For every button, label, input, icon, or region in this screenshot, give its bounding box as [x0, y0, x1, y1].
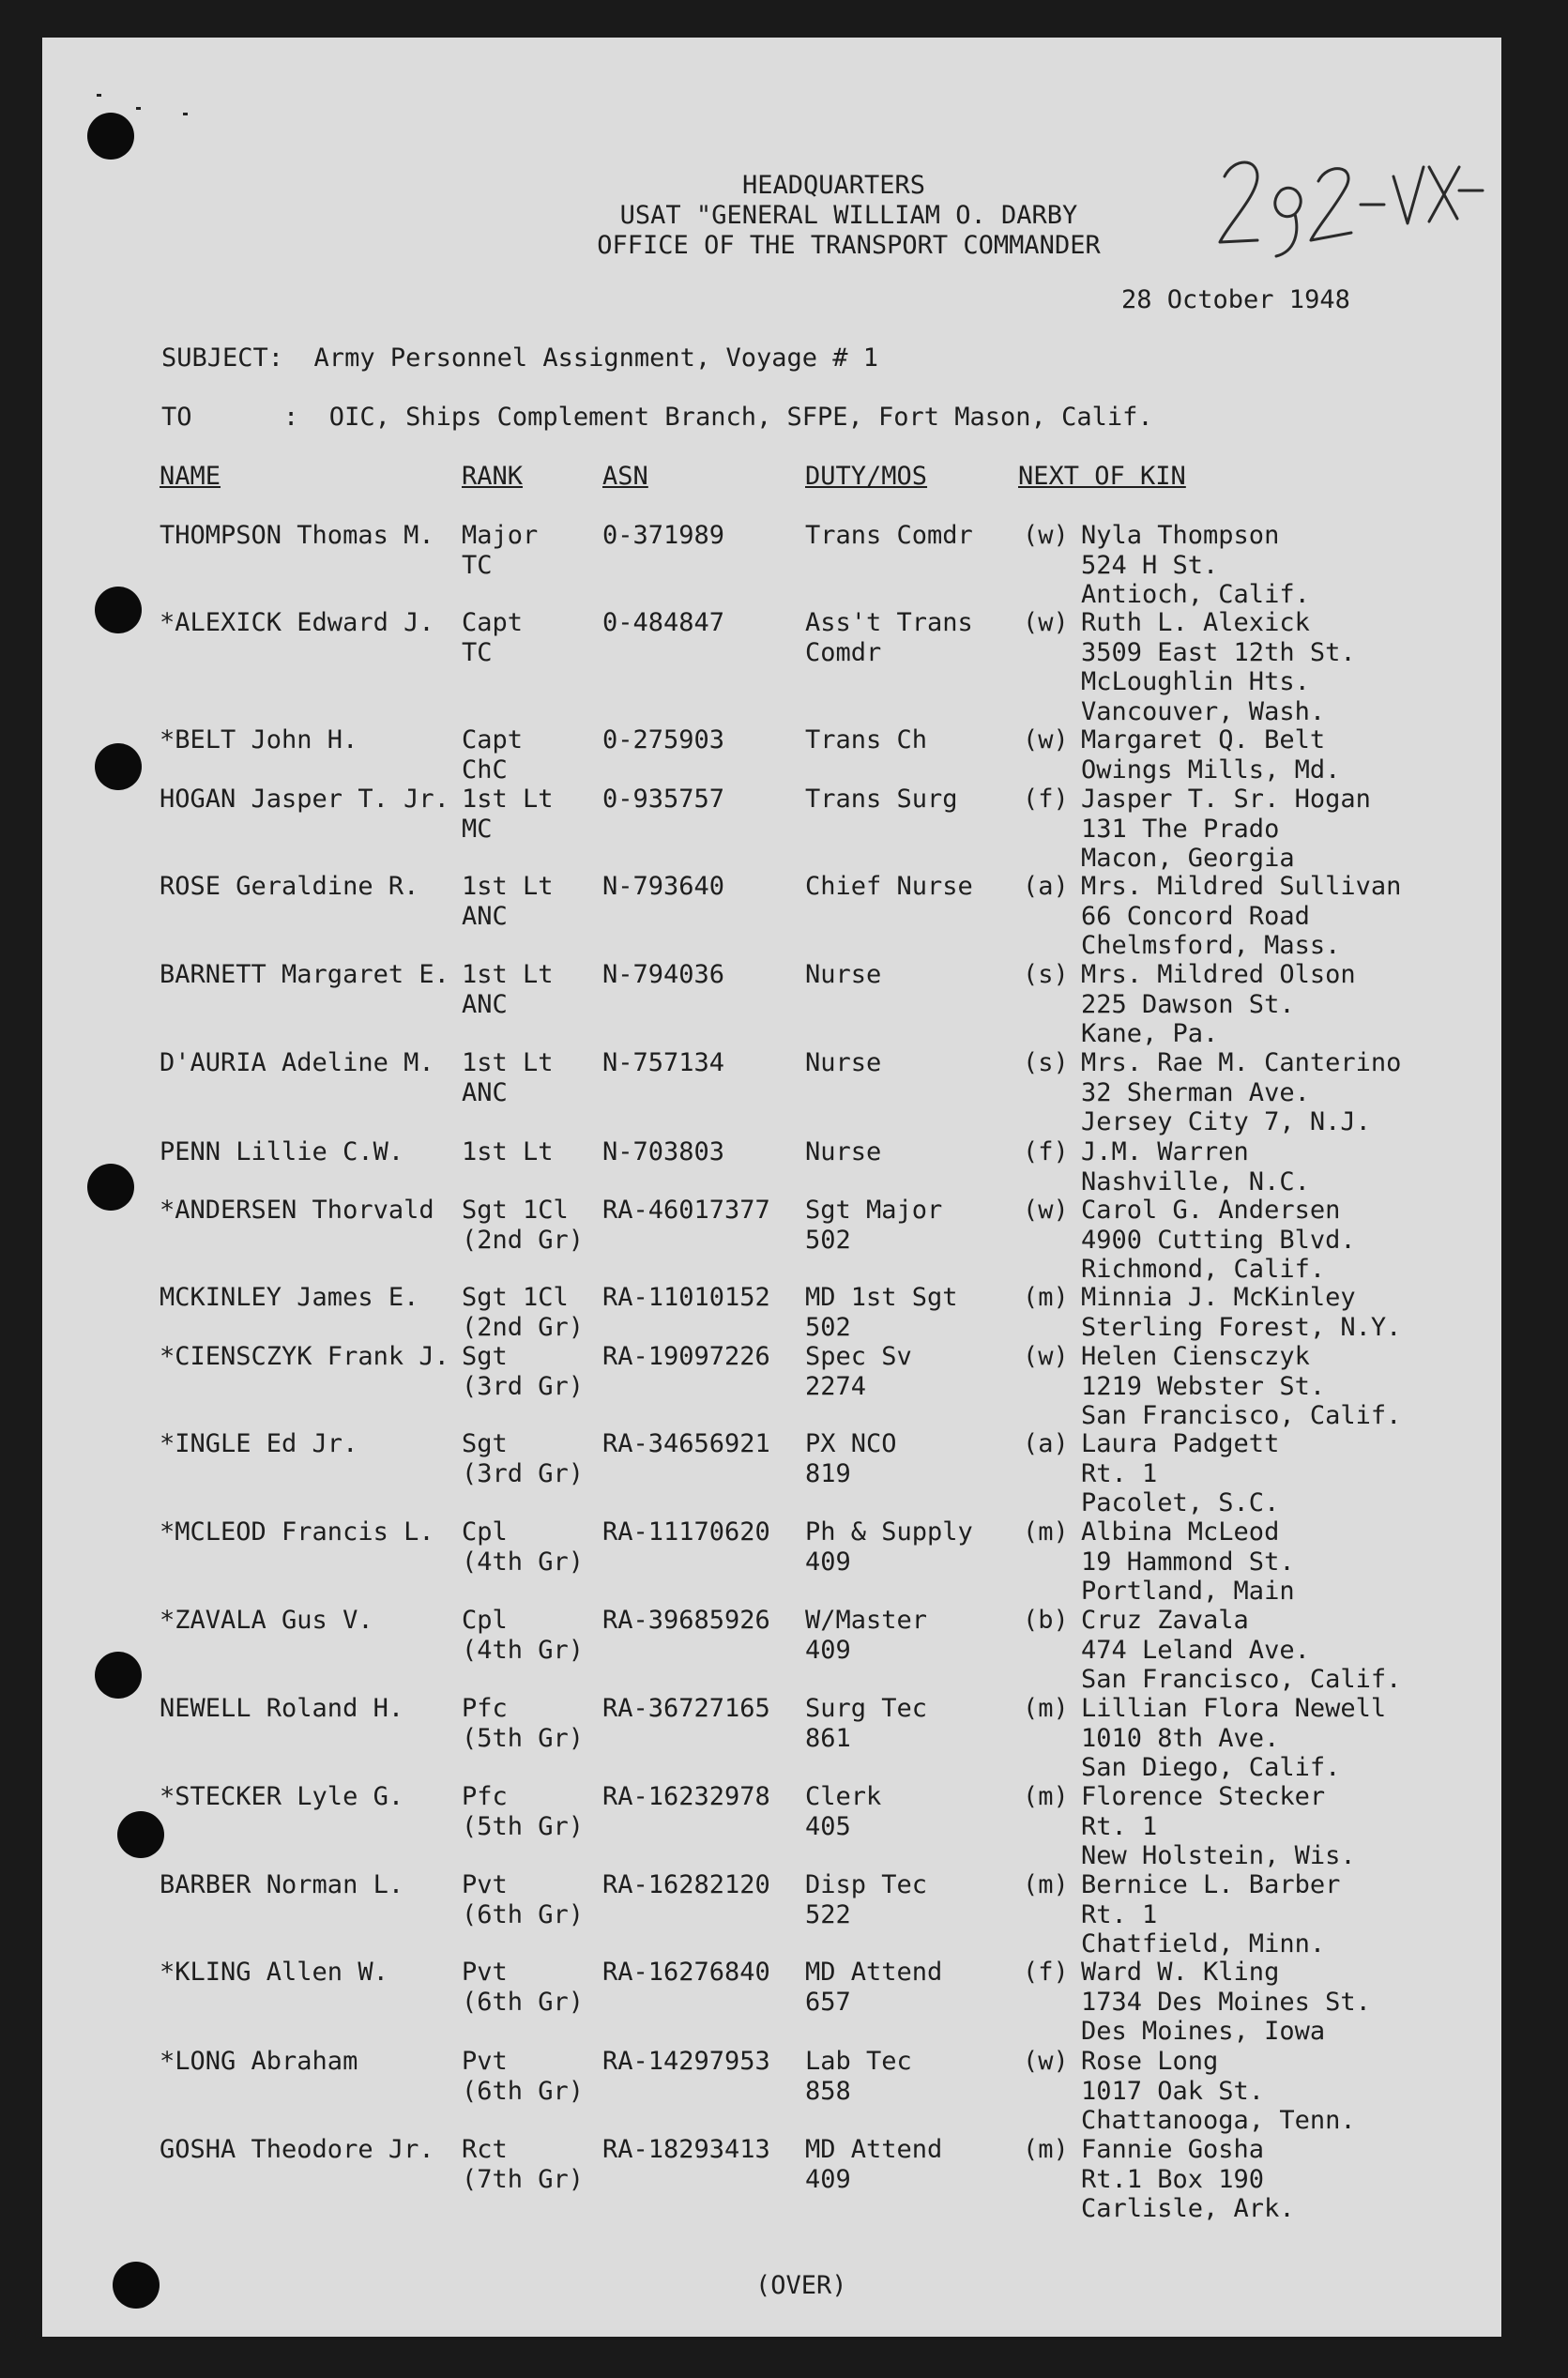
kin-line: Carol G. Andersen [1081, 1196, 1341, 1225]
duty-line: Trans Comdr [805, 521, 973, 550]
personnel-rank [462, 1694, 584, 1753]
kin-relation: (m) [1023, 1782, 1069, 1811]
kin-line: 1734 Des Moines St. [1081, 1987, 1371, 2017]
next-of-kin [1081, 872, 1401, 961]
personnel-asn: RA-11170620 [602, 1517, 770, 1547]
personnel-rank [462, 960, 554, 1019]
speck [97, 94, 101, 97]
next-of-kin [1081, 521, 1310, 610]
duty-line: 657 [805, 1987, 851, 2017]
personnel-asn: N-794036 [602, 960, 725, 989]
personnel-duty [805, 521, 973, 551]
next-of-kin [1081, 1048, 1401, 1137]
next-of-kin [1081, 1870, 1340, 1959]
duty-line: Lab Tec [805, 2047, 912, 2076]
kin-relation: (w) [1023, 725, 1069, 755]
duty-line: W/Master [805, 1606, 928, 1635]
kin-relation: (a) [1023, 872, 1069, 901]
kin-line: Lillian Flora Newell [1081, 1694, 1387, 1723]
rank-line: ANC [462, 989, 508, 1019]
personnel-rank [462, 1517, 584, 1577]
next-of-kin [1081, 1958, 1371, 2047]
personnel-asn: RA-16232978 [602, 1782, 770, 1811]
personnel-asn: 0-371989 [602, 521, 725, 550]
personnel-name: PENN Lillie C.W. [160, 1137, 404, 1166]
rank-line: Cpl [462, 1517, 508, 1547]
to-line: TO : OIC, Ships Complement Branch, SFPE, Fort Mason, Calif. [161, 403, 1153, 432]
next-of-kin [1081, 1694, 1386, 1783]
rank-line: (7th Gr) [462, 2164, 585, 2194]
duty-line: Nurse [805, 1137, 882, 1166]
kin-line: 474 Leland Ave. [1081, 1635, 1310, 1665]
duty-line: MD 1st Sgt [805, 1283, 958, 1312]
rank-line: Pfc [462, 1694, 508, 1723]
duty-line: Trans Surg [805, 785, 958, 814]
kin-line: Ward W. Kling [1081, 1958, 1280, 1987]
handwritten-note [1206, 139, 1487, 270]
kin-line: J.M. Warren [1081, 1137, 1249, 1166]
personnel-rank [462, 608, 523, 667]
next-of-kin [1081, 2135, 1295, 2224]
rank-line: (4th Gr) [462, 1635, 585, 1665]
personnel-duty [805, 1137, 881, 1167]
rank-line: ANC [462, 1077, 508, 1107]
kin-line: Rt.1 Box 190 [1081, 2164, 1265, 2194]
duty-line: Trans Ch [805, 725, 928, 755]
duty-line: Disp Tec [805, 1870, 928, 1899]
kin-line: Rt. 1 [1081, 1811, 1158, 1841]
rank-line: TC [462, 637, 493, 667]
personnel-duty [805, 960, 881, 990]
letterhead-line: HEADQUARTERS [741, 171, 926, 200]
kin-line: Rt. 1 [1081, 1458, 1158, 1488]
personnel-name: THOMPSON Thomas M. [160, 521, 434, 550]
personnel-name: GOSHA Theodore Jr. [160, 2135, 434, 2164]
rank-line: Cpl [462, 1606, 508, 1635]
rank-line: Capt [462, 608, 524, 637]
kin-relation: (f) [1023, 785, 1069, 814]
rank-line: Pfc [462, 1782, 508, 1811]
personnel-name: BARBER Norman L. [160, 1870, 404, 1899]
kin-line: Mrs. Mildred Sullivan [1081, 872, 1402, 901]
kin-relation: (w) [1023, 1342, 1069, 1371]
next-of-kin [1081, 1782, 1356, 1871]
duty-line: 861 [805, 1723, 851, 1753]
speck [136, 107, 141, 110]
punch-hole [87, 1164, 134, 1211]
punch-hole [113, 2262, 160, 2309]
kin-line: San Francisco, Calif. [1081, 1665, 1402, 1694]
personnel-duty [805, 872, 973, 902]
rank-line: ChC [462, 755, 508, 785]
subject-line: SUBJECT: Army Personnel Assignment, Voyage # 1 [161, 343, 879, 373]
personnel-name: *MCLEOD Francis L. [160, 1517, 434, 1547]
duty-line: 502 [805, 1312, 851, 1342]
kin-line: Chelmsford, Mass. [1081, 931, 1341, 960]
duty-line: Surg Tec [805, 1694, 928, 1723]
personnel-rank [462, 1283, 584, 1342]
kin-line: Jersey City 7, N.J. [1081, 1107, 1371, 1136]
personnel-duty [805, 1782, 881, 1841]
kin-line: Sterling Forest, N.Y. [1081, 1312, 1402, 1342]
kin-line: Ruth L. Alexick [1081, 608, 1310, 637]
next-of-kin [1081, 725, 1340, 785]
personnel-name: *INGLE Ed Jr. [160, 1429, 358, 1458]
personnel-name: *BELT John H. [160, 725, 358, 755]
rank-line: ANC [462, 901, 508, 931]
kin-line: Mrs. Rae M. Canterino [1081, 1048, 1402, 1077]
personnel-rank [462, 1870, 584, 1929]
duty-line: 858 [805, 2076, 851, 2106]
kin-line: Antioch, Calif. [1081, 580, 1310, 609]
kin-line: Chatfield, Minn. [1081, 1929, 1326, 1959]
kin-relation: (f) [1023, 1137, 1069, 1166]
next-of-kin [1081, 960, 1356, 1049]
rank-line: (6th Gr) [462, 1987, 585, 2017]
rank-line: 1st Lt [462, 1137, 554, 1166]
kin-line: Richmond, Calif. [1081, 1255, 1326, 1284]
kin-line: 3509 East 12th St. [1081, 637, 1356, 667]
duty-line: Clerk [805, 1782, 882, 1811]
personnel-asn: N-703803 [602, 1137, 725, 1166]
kin-line: Carlisle, Ark. [1081, 2194, 1295, 2223]
personnel-rank [462, 1782, 584, 1841]
rank-line: MC [462, 814, 493, 844]
personnel-name: NEWELL Roland H. [160, 1694, 404, 1723]
next-of-kin [1081, 785, 1371, 874]
kin-relation: (w) [1023, 2047, 1069, 2076]
personnel-duty [805, 1958, 942, 2017]
kin-line: Rose Long [1081, 2047, 1219, 2076]
rank-line: Sgt [462, 1342, 508, 1371]
personnel-name: D'AURIA Adeline M. [160, 1048, 434, 1077]
kin-line: Minnia J. McKinley [1081, 1283, 1356, 1312]
kin-line: Laura Padgett [1081, 1429, 1280, 1458]
rank-line: Pvt [462, 1870, 508, 1899]
duty-line: 409 [805, 1635, 851, 1665]
kin-line: Pacolet, S.C. [1081, 1488, 1280, 1517]
personnel-name: *ALEXICK Edward J. [160, 608, 434, 637]
duty-line: PX NCO [805, 1429, 897, 1458]
kin-line: 1219 Webster St. [1081, 1371, 1326, 1401]
personnel-asn: 0-275903 [602, 725, 725, 755]
personnel-duty [805, 785, 958, 815]
kin-line: Florence Stecker [1081, 1782, 1326, 1811]
kin-relation: (w) [1023, 521, 1069, 550]
personnel-duty [805, 1048, 881, 1078]
kin-line: Nyla Thompson [1081, 521, 1280, 550]
personnel-duty [805, 2135, 942, 2194]
kin-line: Mrs. Mildred Olson [1081, 960, 1356, 989]
kin-relation: (a) [1023, 1429, 1069, 1458]
personnel-name: *ZAVALA Gus V. [160, 1606, 373, 1635]
rank-line: (5th Gr) [462, 1723, 585, 1753]
duty-line: 2274 [805, 1371, 867, 1401]
footer-over: (OVER) [755, 2271, 847, 2300]
rank-line: 1st Lt [462, 785, 554, 814]
personnel-rank [462, 1137, 554, 1167]
personnel-asn: 0-935757 [602, 785, 725, 814]
personnel-name: *CIENSCZYK Frank J. [160, 1342, 449, 1371]
kin-relation: (w) [1023, 608, 1069, 637]
personnel-asn: RA-16282120 [602, 1870, 770, 1899]
personnel-rank [462, 521, 538, 580]
personnel-rank [462, 1958, 584, 2017]
kin-line: Bernice L. Barber [1081, 1870, 1341, 1899]
personnel-duty [805, 1342, 912, 1401]
rank-line: (2nd Gr) [462, 1225, 585, 1255]
rank-line: (6th Gr) [462, 2076, 585, 2106]
personnel-rank [462, 1196, 584, 1255]
column-header-name: NAME [160, 462, 221, 491]
rank-line: Rct [462, 2135, 508, 2164]
kin-relation: (m) [1023, 1517, 1069, 1547]
kin-line: Owings Mills, Md. [1081, 755, 1341, 785]
kin-relation: (s) [1023, 960, 1069, 989]
punch-hole [95, 1652, 142, 1699]
personnel-rank [462, 2135, 584, 2194]
personnel-duty [805, 1694, 927, 1753]
personnel-asn: RA-18293413 [602, 2135, 770, 2164]
personnel-rank [462, 1048, 554, 1107]
personnel-duty [805, 608, 973, 667]
kin-relation: (f) [1023, 1958, 1069, 1987]
personnel-asn: RA-39685926 [602, 1606, 770, 1635]
kin-relation: (m) [1023, 1870, 1069, 1899]
personnel-name: *LONG Abraham [160, 2047, 358, 2076]
column-header-duty: DUTY/MOS [805, 462, 928, 491]
personnel-asn: RA-16276840 [602, 1958, 770, 1987]
kin-line: Helen Ciensczyk [1081, 1342, 1310, 1371]
next-of-kin [1081, 1196, 1356, 1285]
duty-line: 819 [805, 1458, 851, 1488]
personnel-duty [805, 1196, 942, 1255]
rank-line: Sgt 1Cl [462, 1196, 569, 1225]
rank-line: Pvt [462, 2047, 508, 2076]
personnel-asn: RA-19097226 [602, 1342, 770, 1371]
duty-line: 522 [805, 1899, 851, 1929]
duty-line: MD Attend [805, 2135, 943, 2164]
personnel-name: *KLING Allen W. [160, 1958, 388, 1987]
duty-line: Nurse [805, 1048, 882, 1077]
kin-line: 19 Hammond St. [1081, 1547, 1295, 1577]
kin-relation: (s) [1023, 1048, 1069, 1077]
personnel-duty [805, 1429, 897, 1488]
personnel-duty [805, 1870, 927, 1929]
personnel-rank [462, 872, 554, 931]
punch-hole [95, 587, 142, 633]
kin-relation: (w) [1023, 1196, 1069, 1225]
kin-line: 1010 8th Ave. [1081, 1723, 1280, 1753]
personnel-rank [462, 1429, 584, 1488]
kin-line: 4900 Cutting Blvd. [1081, 1225, 1356, 1255]
duty-line: Ph & Supply [805, 1517, 973, 1547]
rank-line: (3rd Gr) [462, 1371, 585, 1401]
kin-line: Cruz Zavala [1081, 1606, 1249, 1635]
personnel-rank [462, 1342, 584, 1401]
duty-line: Nurse [805, 960, 882, 989]
kin-line: New Holstein, Wis. [1081, 1841, 1356, 1870]
next-of-kin [1081, 1517, 1295, 1607]
duty-line: 502 [805, 1225, 851, 1255]
personnel-name: ROSE Geraldine R. [160, 872, 419, 901]
kin-line: Des Moines, Iowa [1081, 2017, 1326, 2046]
kin-line: Jasper T. Sr. Hogan [1081, 785, 1371, 814]
kin-line: Fannie Gosha [1081, 2135, 1265, 2164]
kin-line: 1017 Oak St. [1081, 2076, 1265, 2106]
personnel-rank [462, 2047, 584, 2106]
duty-line: 409 [805, 2164, 851, 2194]
kin-line: Nashville, N.C. [1081, 1166, 1310, 1197]
personnel-name: MCKINLEY James E. [160, 1283, 419, 1312]
rank-line: Sgt [462, 1429, 508, 1458]
next-of-kin [1081, 608, 1356, 726]
rank-line: 1st Lt [462, 872, 554, 901]
kin-line: San Diego, Calif. [1081, 1753, 1341, 1782]
rank-line: TC [462, 550, 493, 580]
kin-line: 66 Concord Road [1081, 901, 1310, 931]
punch-hole [87, 113, 134, 160]
next-of-kin [1081, 1429, 1279, 1518]
next-of-kin [1081, 1342, 1401, 1431]
kin-line: 131 The Prado [1081, 814, 1280, 844]
personnel-duty [805, 1517, 973, 1577]
letterhead-line: OFFICE OF THE TRANSPORT COMMANDER [597, 231, 1101, 260]
personnel-asn: RA-46017377 [602, 1196, 770, 1225]
rank-line: Sgt 1Cl [462, 1283, 569, 1312]
duty-line: Comdr [805, 637, 882, 667]
document-page [42, 38, 1501, 2337]
next-of-kin [1081, 1606, 1401, 1695]
next-of-kin [1081, 1137, 1310, 1197]
duty-line: Ass't Trans [805, 608, 973, 637]
document-date: 28 October 1948 [1121, 285, 1350, 314]
rank-line: (3rd Gr) [462, 1458, 585, 1488]
personnel-asn: RA-14297953 [602, 2047, 770, 2076]
personnel-asn: RA-11010152 [602, 1283, 770, 1312]
duty-line: Chief Nurse [805, 872, 973, 901]
personnel-rank [462, 1606, 584, 1665]
kin-line: Kane, Pa. [1081, 1019, 1219, 1048]
kin-line: Rt. 1 [1081, 1899, 1158, 1929]
kin-line: Albina McLeod [1081, 1517, 1280, 1547]
personnel-duty [805, 1283, 958, 1342]
duty-line: 409 [805, 1547, 851, 1577]
letterhead-line: USAT "GENERAL WILLIAM O. DARBY [619, 201, 1078, 230]
punch-hole [117, 1811, 164, 1858]
rank-line: Capt [462, 725, 524, 755]
duty-line: 405 [805, 1811, 851, 1841]
personnel-rank [462, 725, 523, 785]
column-header-asn: ASN [602, 462, 648, 491]
rank-line: Major [462, 521, 539, 550]
kin-line: Chattanooga, Tenn. [1081, 2106, 1356, 2135]
rank-line: Pvt [462, 1958, 508, 1987]
rank-line: (6th Gr) [462, 1899, 585, 1929]
personnel-asn: RA-36727165 [602, 1694, 770, 1723]
personnel-rank [462, 785, 554, 844]
rank-line: (5th Gr) [462, 1811, 585, 1841]
column-header-next-of-kin: NEXT OF KIN [1018, 462, 1186, 491]
kin-line: 524 H St. [1081, 550, 1219, 580]
personnel-asn: 0-484847 [602, 608, 725, 637]
personnel-duty [805, 2047, 912, 2106]
kin-line: Margaret Q. Belt [1081, 725, 1326, 755]
kin-line: 32 Sherman Ave. [1081, 1077, 1310, 1107]
rank-line: 1st Lt [462, 960, 554, 989]
duty-line: Sgt Major [805, 1196, 943, 1225]
kin-relation: (b) [1023, 1606, 1069, 1635]
kin-line: 225 Dawson St. [1081, 989, 1295, 1019]
kin-line: Portland, Main [1081, 1577, 1295, 1606]
personnel-duty [805, 725, 927, 755]
kin-line: Vancouver, Wash. [1081, 696, 1326, 726]
personnel-name: *ANDERSEN Thorvald [160, 1196, 434, 1225]
kin-line: San Francisco, Calif. [1081, 1401, 1402, 1430]
rank-line: (2nd Gr) [462, 1312, 585, 1342]
next-of-kin [1081, 1283, 1401, 1342]
rank-line: 1st Lt [462, 1048, 554, 1077]
kin-line: Macon, Georgia [1081, 844, 1295, 873]
personnel-name: HOGAN Jasper T. Jr. [160, 785, 449, 814]
duty-line: MD Attend [805, 1958, 943, 1987]
personnel-asn: N-757134 [602, 1048, 725, 1077]
personnel-asn: N-793640 [602, 872, 725, 901]
kin-relation: (m) [1023, 1283, 1069, 1312]
kin-line: McLoughlin Hts. [1081, 667, 1310, 696]
personnel-duty [805, 1606, 927, 1665]
speck [183, 113, 188, 115]
column-header-rank: RANK [462, 462, 524, 491]
rank-line: (4th Gr) [462, 1547, 585, 1577]
next-of-kin [1081, 2047, 1356, 2136]
kin-relation: (m) [1023, 2135, 1069, 2164]
personnel-name: BARNETT Margaret E. [160, 960, 449, 989]
duty-line: Spec Sv [805, 1342, 912, 1371]
personnel-asn: RA-34656921 [602, 1429, 770, 1458]
kin-relation: (m) [1023, 1694, 1069, 1723]
punch-hole [95, 743, 142, 790]
personnel-name: *STECKER Lyle G. [160, 1782, 404, 1811]
